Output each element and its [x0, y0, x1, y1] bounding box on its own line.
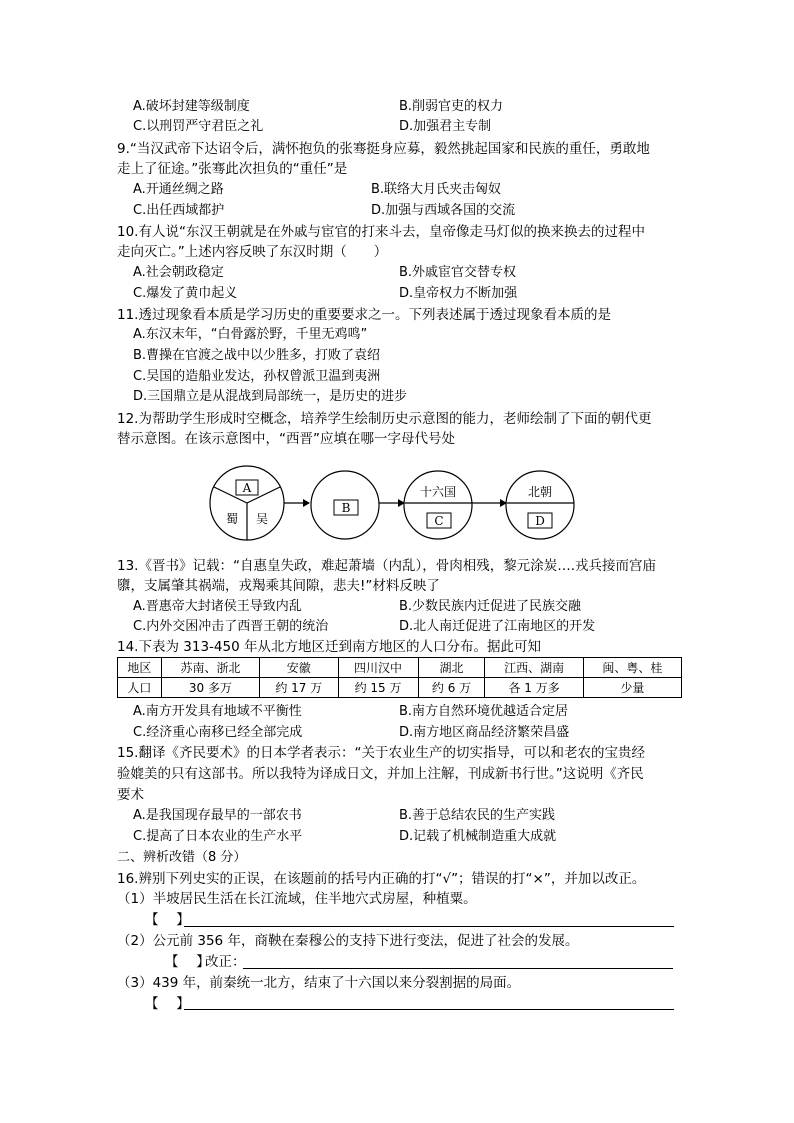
q8-option-b: B.削弱官吏的权力 [399, 99, 504, 114]
q10-stem-line2: 走向灭亡。”上述内容反映了东汉时期（ ） [117, 244, 388, 260]
q13-option-a: A.晋惠帝大封诸侯王导致内乱 [133, 599, 302, 614]
label-b: B [341, 501, 351, 515]
q9-option-d: D.加强与西域各国的交流 [371, 203, 516, 218]
table-cell: 安徽 [260, 658, 338, 678]
circle-d [506, 471, 574, 539]
table-cell: 约 6 万 [418, 678, 485, 698]
q16-answer-line-1[interactable] [184, 926, 674, 927]
table-cell: 闽、粤、桂 [583, 658, 681, 678]
q11-option-d: D.三国鼎立是从混战到局部统一，是历史的进步 [133, 389, 408, 404]
q15-stem-line3: 要术 [117, 787, 144, 803]
q10-stem-line1: 10.有人说“东汉王朝就是在外戚与宦官的打来斗去，皇帝像走马灯似的换来换去的过程中 [117, 224, 645, 240]
q16-statement-1: （1）半坡居民生活在长江流域，住半地穴式房屋，种植粟。 [117, 891, 477, 907]
table-cell: 各 1 万多 [485, 678, 583, 698]
q11-option-c: C.吴国的造船业发达，孙权曾派卫温到夷洲 [133, 369, 381, 384]
table-cell: 苏南、浙北 [161, 658, 259, 678]
q16-correct-label: 改正： [205, 954, 246, 970]
table-cell: 少量 [583, 678, 681, 698]
q10-option-c: C.爆发了黄巾起义 [133, 286, 238, 301]
label-sixteen: 十六国 [419, 485, 457, 499]
q14-option-a: A.南方开发具有地域不平衡性 [133, 704, 302, 719]
q9-option-a: A.开通丝绸之路 [133, 182, 224, 197]
q15-option-d: D.记载了机械制造重大成就 [399, 829, 557, 844]
q15-option-c: C.提高了日本农业的生产水平 [133, 829, 303, 844]
q11-stem: 11.透过现象看本质是学习历史的重要要求之一。下列表述属于透过现象看本质的是 [117, 307, 611, 323]
table-header-row [118, 658, 682, 678]
circle-c [404, 471, 472, 539]
q15-stem-line1: 15.翻译《齐民要术》的日本学者表示：“关于农业生产的切实指导，可以和老农的宝贵经 [117, 745, 645, 761]
q9-stem-line2: 走上了征途。”张骞此次担负的“重任”是 [117, 161, 348, 177]
q9-option-c: C.出任西域都护 [133, 203, 225, 218]
q16-bracket-2[interactable]: 【 】 [165, 954, 210, 970]
label-d: D [535, 514, 545, 528]
table-cell: 约 17 万 [260, 678, 338, 698]
label-a: A [242, 481, 252, 495]
q13-option-d: D.北人南迁促进了江南地区的开发 [399, 619, 596, 634]
q9-stem-line1: 9.“当汉武帝下达诏令后，满怀抱负的张骞挺身应募，毅然挑起国家和民族的重任，勇敢地 [117, 141, 650, 157]
q14-stem: 14.下表为 313-450 年从北方地区迁到南方地区的人口分布。据此可知 [117, 639, 541, 655]
q16-answer-line-3[interactable] [184, 1009, 674, 1010]
q11-option-b: B.曹操在官渡之战中以少胜多，打败了袁绍 [133, 348, 381, 363]
arrow-1 [303, 499, 310, 507]
table-cell: 江西、湖南 [485, 658, 583, 678]
q13-option-c: C.内外交困冲击了西晋王朝的统治 [133, 619, 329, 634]
q16-stem: 16.辨别下列史实的正误，在该题前的括号内正确的打“√”；错误的打“×”，并加以改正。 [117, 871, 646, 887]
section-title: 二、辨析改错（8 分） [117, 850, 247, 865]
q8-option-a: A.破坏封建等级制度 [133, 99, 250, 114]
q15-option-b: B.善于总结农民的生产实践 [399, 808, 556, 823]
table-cell: 约 15 万 [338, 678, 418, 698]
q8-option-c: C.以刑罚严守君臣之礼 [133, 119, 264, 134]
table-cell: 四川汉中 [338, 658, 418, 678]
q13-stem-line2: 隳，支属肇其祸端，戎羯乘其间隙，悲夫!”材料反映了 [117, 578, 440, 594]
q12-stem-line2: 替示意图。在该示意图中，“西晋”应填在哪一字母代号处 [117, 431, 455, 447]
q10-option-d: D.皇帝权力不断加强 [399, 286, 518, 301]
q11-option-a: A.东汉末年，“白骨露於野，千里无鸡鸣” [133, 327, 368, 342]
migration-table [117, 657, 682, 698]
dynasty-diagram [200, 455, 590, 550]
q10-option-a: A.社会朝政稳定 [133, 265, 224, 280]
q16-statement-3: （3）439 年，前秦统一北方，结束了十六国以来分裂割据的局面。 [117, 975, 521, 991]
table-row [118, 678, 682, 698]
q9-option-b: B.联络大月氏夹击匈奴 [371, 182, 502, 197]
q12-stem-line1: 12.为帮助学生形成时空概念，培养学生绘制历史示意图的能力，老师绘制了下面的朝代更 [117, 411, 652, 427]
q15-stem-line2: 验媲美的只有这部书。所以我特为译成日文，并加上注解，刊成新书行世。”这说明《齐民 [117, 766, 644, 782]
label-c: C [434, 514, 444, 528]
q16-answer-line-2[interactable] [243, 968, 673, 969]
table-cell: 地区 [118, 658, 162, 678]
q8-option-d: D.加强君主专制 [399, 119, 492, 134]
q13-stem-line1: 13.《晋书》记载：“自惠皇失政，难起萧墙（内乱），骨肉相残，黎元涂炭….戎兵接而宫庙 [117, 558, 657, 574]
q14-option-d: D.南方地区商品经济繁荣昌盛 [399, 725, 570, 740]
table-cell: 人口 [118, 678, 162, 698]
label-shu: 蜀 [225, 512, 239, 526]
q14-option-c: C.经济重心南移已经全部完成 [133, 725, 303, 740]
label-beichao: 北朝 [527, 485, 553, 499]
q16-bracket-1[interactable]: 【 】 [145, 912, 190, 928]
q16-bracket-3[interactable]: 【 】 [145, 996, 190, 1012]
q16-statement-2: （2）公元前 356 年，商鞅在秦穆公的支持下进行变法，促进了社会的发展。 [117, 933, 579, 949]
q10-option-b: B.外戚宦官交替专权 [399, 265, 517, 280]
table-cell: 30 多万 [161, 678, 259, 698]
label-wu: 吴 [255, 512, 269, 526]
q14-option-b: B.南方自然环境优越适合定居 [399, 704, 569, 719]
q15-option-a: A.是我国现存最早的一部农书 [133, 808, 302, 823]
q13-option-b: B.少数民族内迁促进了民族交融 [399, 599, 582, 614]
table-cell: 湖北 [418, 658, 485, 678]
